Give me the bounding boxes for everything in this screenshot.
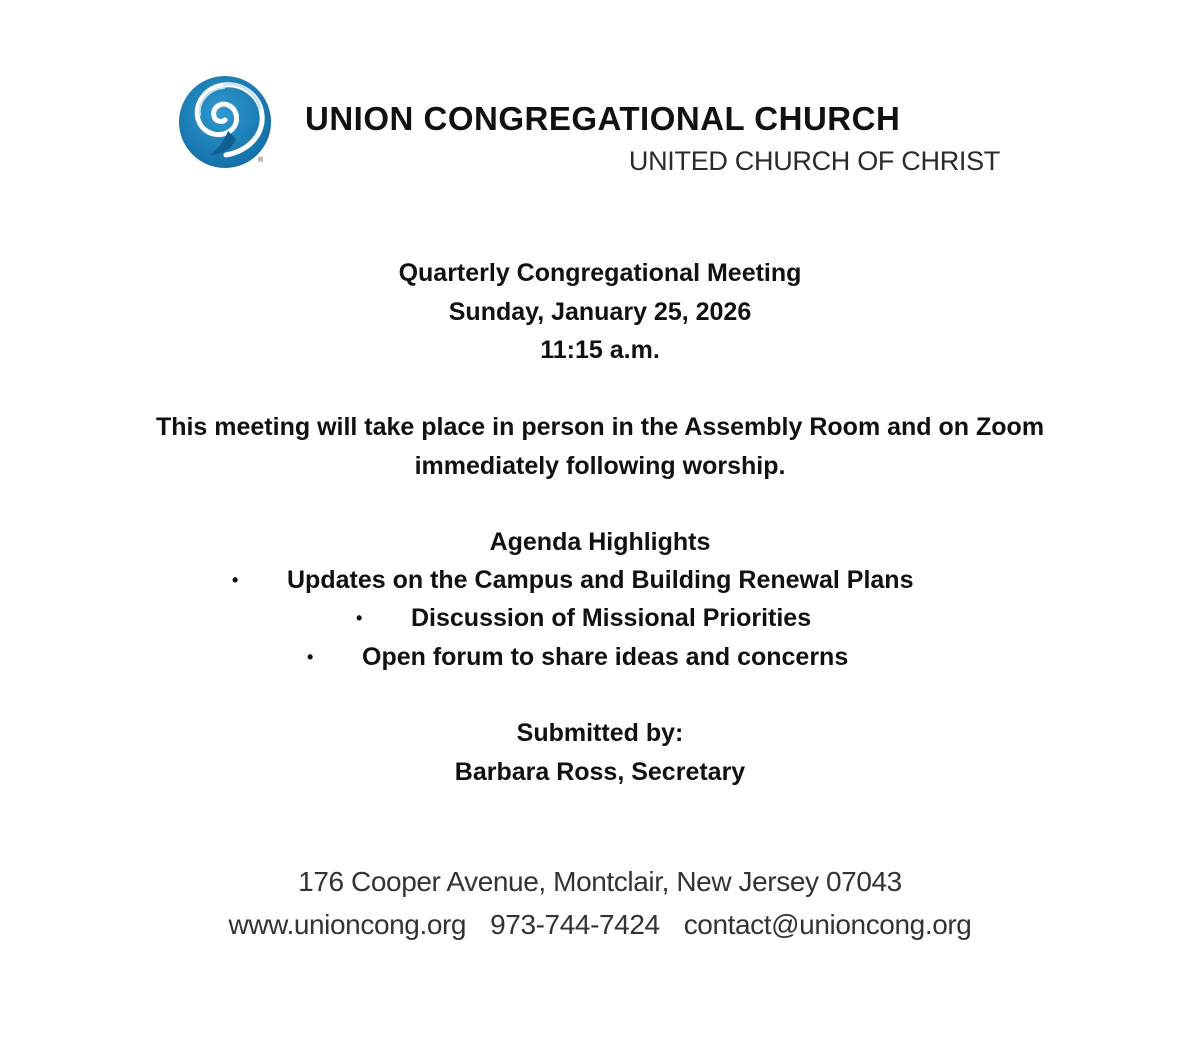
submitted-by	[0, 714, 1200, 791]
agenda-section	[0, 523, 1200, 562]
registered-mark: ®	[258, 157, 264, 164]
denomination-name: UNITED CHURCH OF CHRIST	[628, 146, 1000, 176]
agenda-item-text: Updates on the Campus and Building Renewal Plans	[287, 566, 914, 594]
phone-number[interactable]: 973-744-7424	[490, 909, 660, 940]
agenda-title: Agenda Highlights	[489, 528, 711, 556]
meeting-time: 11:15 a.m.	[540, 336, 660, 364]
bullet-icon: •	[232, 570, 239, 590]
meeting-info	[0, 254, 1200, 370]
letterhead	[0, 0, 1200, 200]
meeting-title: Quarterly Congregational Meeting	[398, 259, 802, 287]
meeting-date: Sunday, January 25, 2026	[448, 297, 752, 326]
church-name: UNION CONGREGATIONAL CHURCH	[305, 100, 901, 137]
church-address: 176 Cooper Avenue, Montclair, New Jersey 07043	[298, 866, 902, 897]
agenda-item	[0, 599, 1200, 637]
meeting-notice	[0, 408, 1200, 485]
agenda-item	[0, 638, 1200, 676]
notice-line: This meeting will take place in person in the Assembly Room and on Zoom	[155, 413, 1045, 441]
submitter-name: Barbara Ross, Secretary	[454, 757, 746, 786]
website-link[interactable]: www.unioncong.org	[228, 909, 467, 940]
agenda-item	[0, 561, 1200, 599]
submitted-label: Submitted by:	[516, 719, 684, 747]
email-link[interactable]: contact@unioncong.org	[683, 909, 972, 940]
contact-line	[0, 909, 1200, 941]
agenda-item-text: Open forum to share ideas and concerns	[362, 643, 849, 671]
agenda-item-text: Discussion of Missional Priorities	[411, 604, 812, 632]
notice-line: immediately following worship.	[414, 451, 786, 480]
bullet-icon: •	[307, 647, 314, 667]
bullet-icon: •	[356, 608, 363, 628]
